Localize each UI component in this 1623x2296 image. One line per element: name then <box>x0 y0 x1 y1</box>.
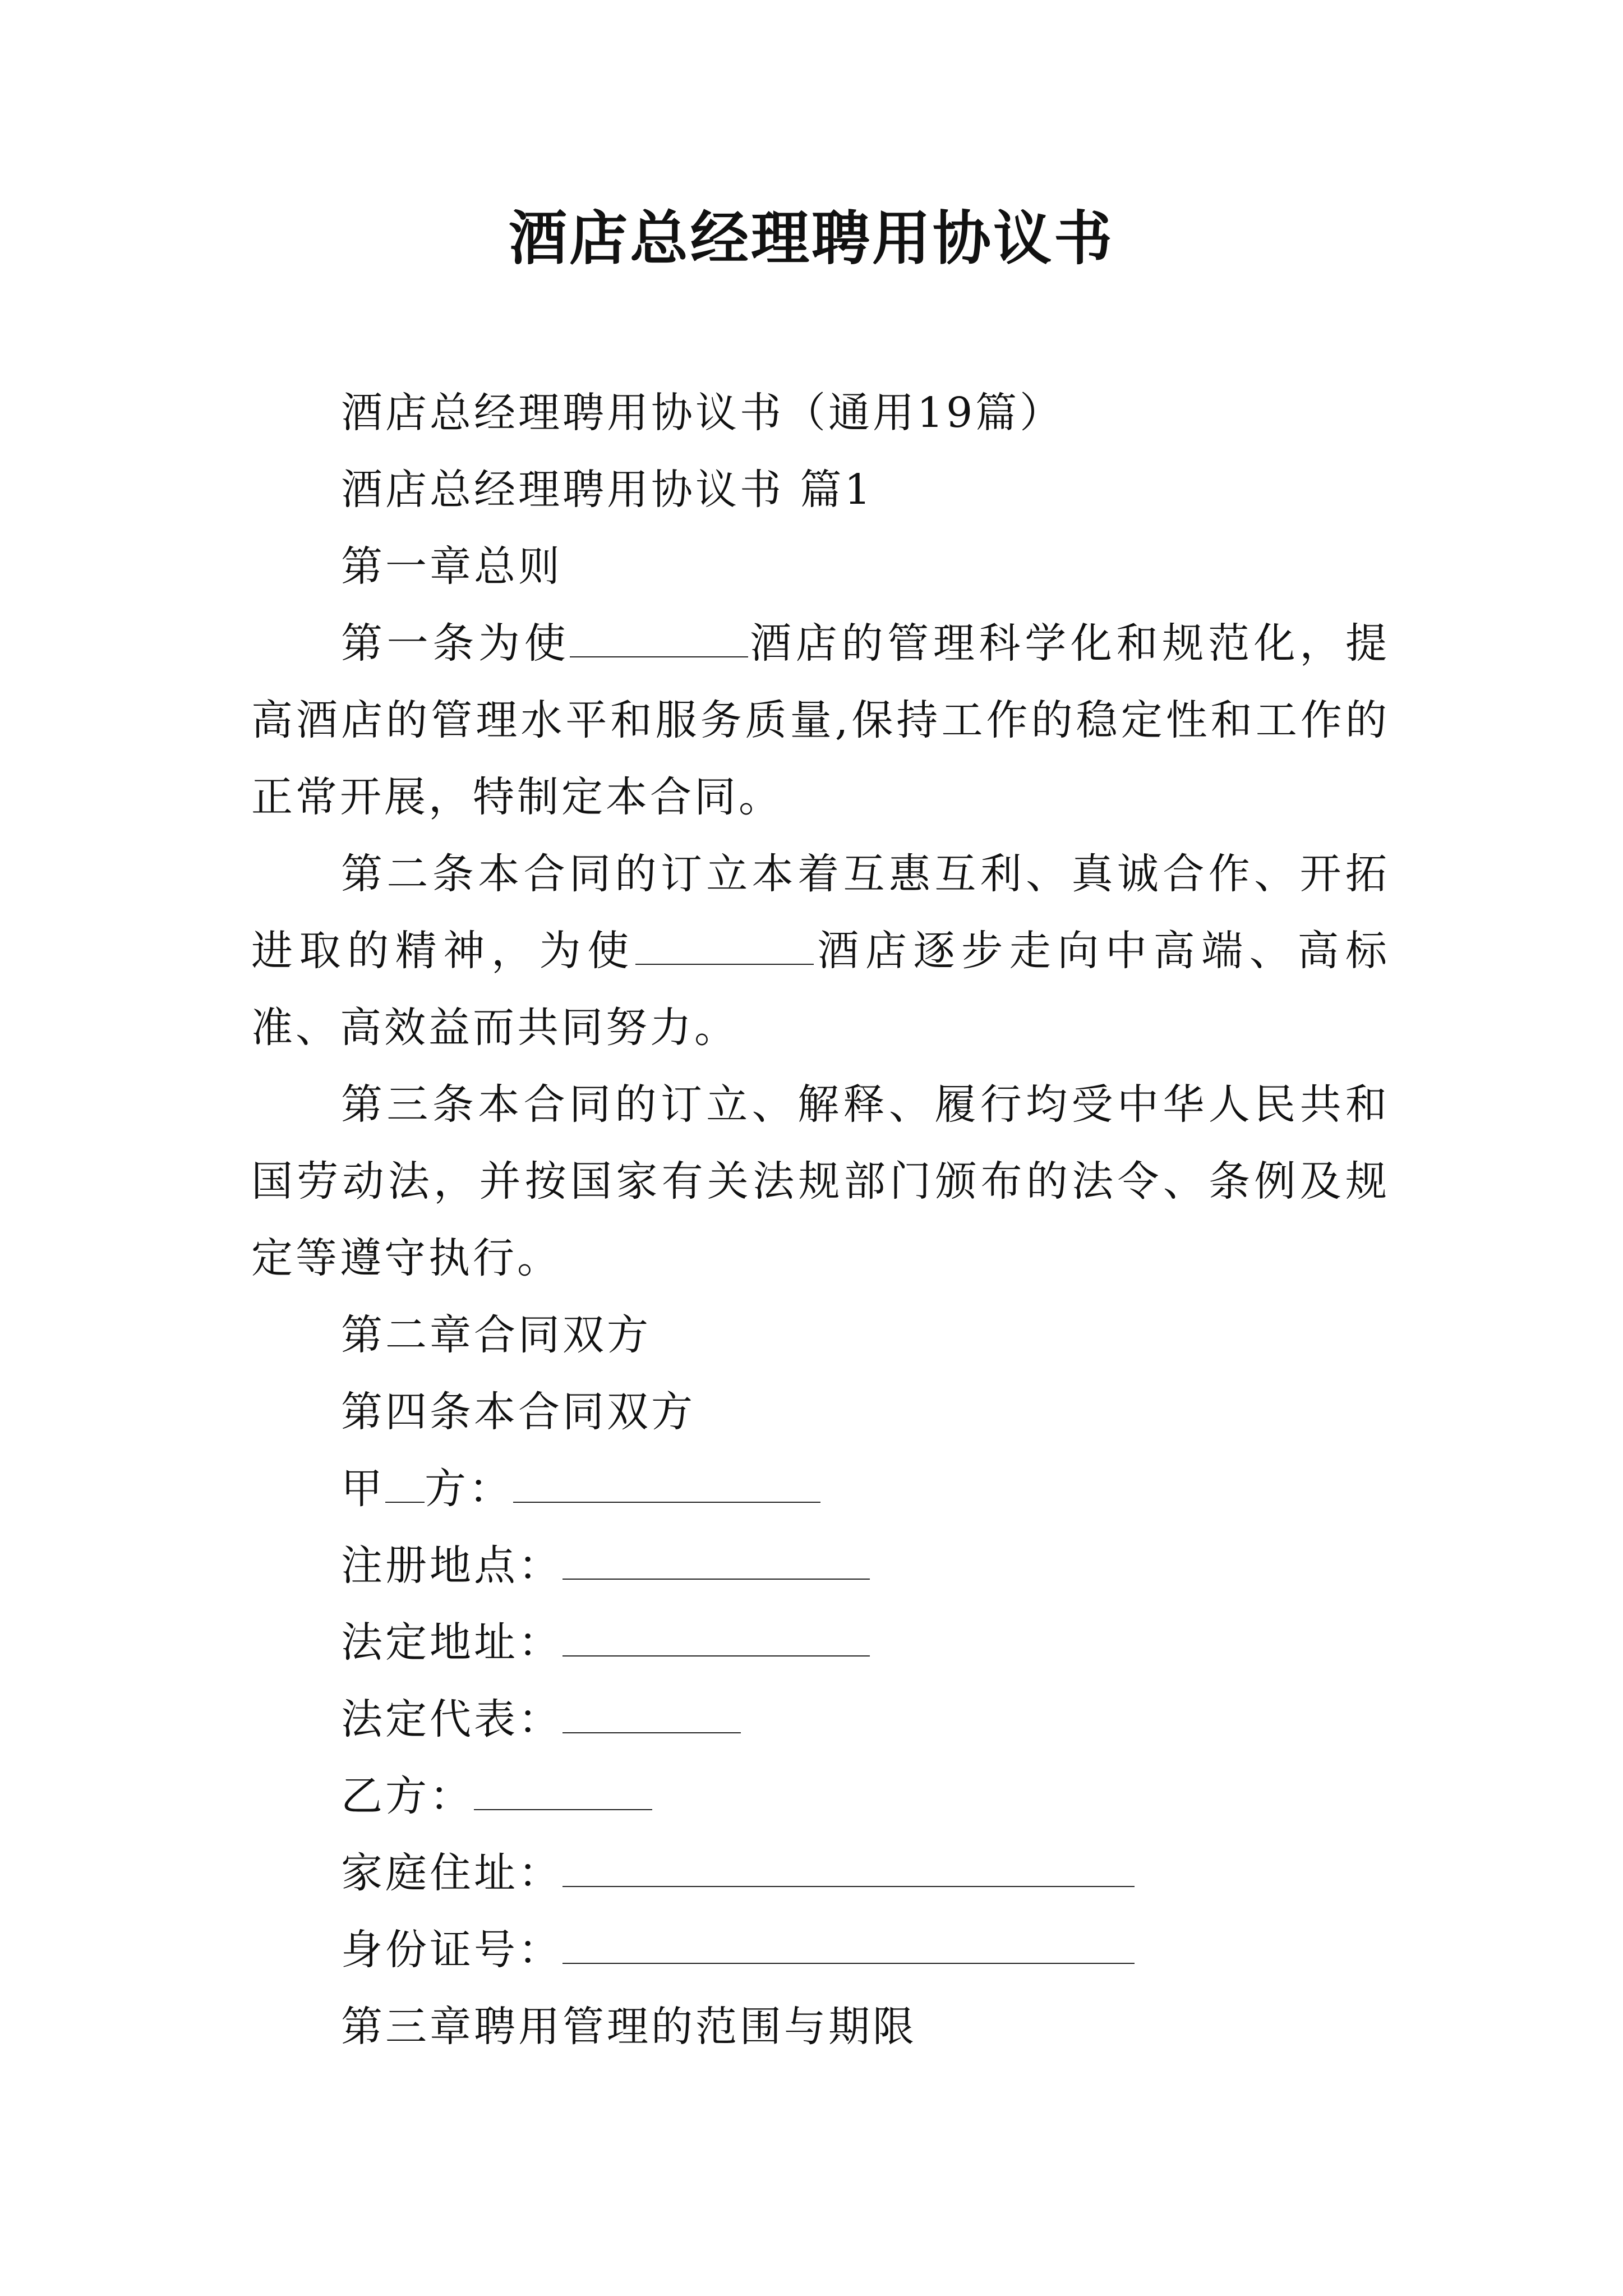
party-b-blank <box>474 1770 652 1810</box>
legal-address-line <box>251 1604 1390 1681</box>
document-title: 酒店总经理聘用协议书 <box>508 204 1114 273</box>
id-number-label: 身份证号： <box>341 1926 562 1974</box>
home-address-blank <box>562 1847 1135 1887</box>
article-2-lead: 第二条本合同的订立本着互惠互利、真诚合作、开拓进取的精神，为使 <box>251 850 1390 975</box>
legal-address-blank <box>562 1616 870 1657</box>
paragraph-subtitle: 酒店总经理聘用协议书（通用19篇） <box>341 389 1064 437</box>
paragraph-article-4: 第四条本合同双方 <box>341 1388 695 1436</box>
paragraph-section-heading: 酒店总经理聘用协议书 篇1 <box>341 466 874 514</box>
registered-place-line <box>251 1527 1390 1604</box>
party-a-blank <box>513 1462 820 1503</box>
home-address-line <box>251 1835 1390 1912</box>
party-a-line <box>251 1451 1390 1527</box>
party-b-line <box>251 1758 1390 1835</box>
registered-place-label: 注册地点： <box>341 1542 562 1590</box>
legal-address-label: 法定地址： <box>341 1618 562 1667</box>
legal-representative-blank <box>562 1693 741 1733</box>
paragraph-chapter-1: 第一章总则 <box>341 542 562 591</box>
paragraph-article-3: 第三条本合同的订立、解释、履行均受中华人民共和国劳动法，并按国家有关法规部门颁布的法令、条例及规定等遵守执行。 <box>251 1080 1390 1282</box>
party-a-label-2: 方： <box>425 1465 513 1513</box>
legal-representative-line <box>251 1681 1390 1758</box>
home-address-label: 家庭住址： <box>341 1849 562 1897</box>
party-b-label: 乙方： <box>341 1772 474 1820</box>
paragraph-article-1 <box>251 605 1390 836</box>
hotel-name-blank <box>570 617 748 657</box>
id-number-blank <box>562 1924 1135 1964</box>
party-a-label-1: 甲 <box>341 1465 385 1513</box>
id-number-line <box>251 1912 1390 1989</box>
paragraph-chapter-2: 第二章合同双方 <box>341 1311 651 1359</box>
paragraph-article-2 <box>251 836 1390 1066</box>
registered-place-blank <box>562 1539 870 1580</box>
paragraph-chapter-3: 第三章聘用管理的范围与期限 <box>341 2003 917 2051</box>
document-body <box>251 375 1390 2065</box>
legal-representative-label: 法定代表： <box>341 1695 562 1743</box>
party-a-gap-blank <box>385 1462 425 1503</box>
article-1-rest: 酒店的管理科学化和规范化，提高酒店的管理水平和服务质量,保持工作的稳定性和工作的正常开展，特制定本合同。 <box>251 619 1390 821</box>
article-1-lead: 第一条为使 <box>341 619 570 668</box>
hotel-name-blank <box>635 924 814 965</box>
article-2-rest: 酒店逐步走向中高端、高标准、高效益而共同努力。 <box>251 927 1390 1052</box>
